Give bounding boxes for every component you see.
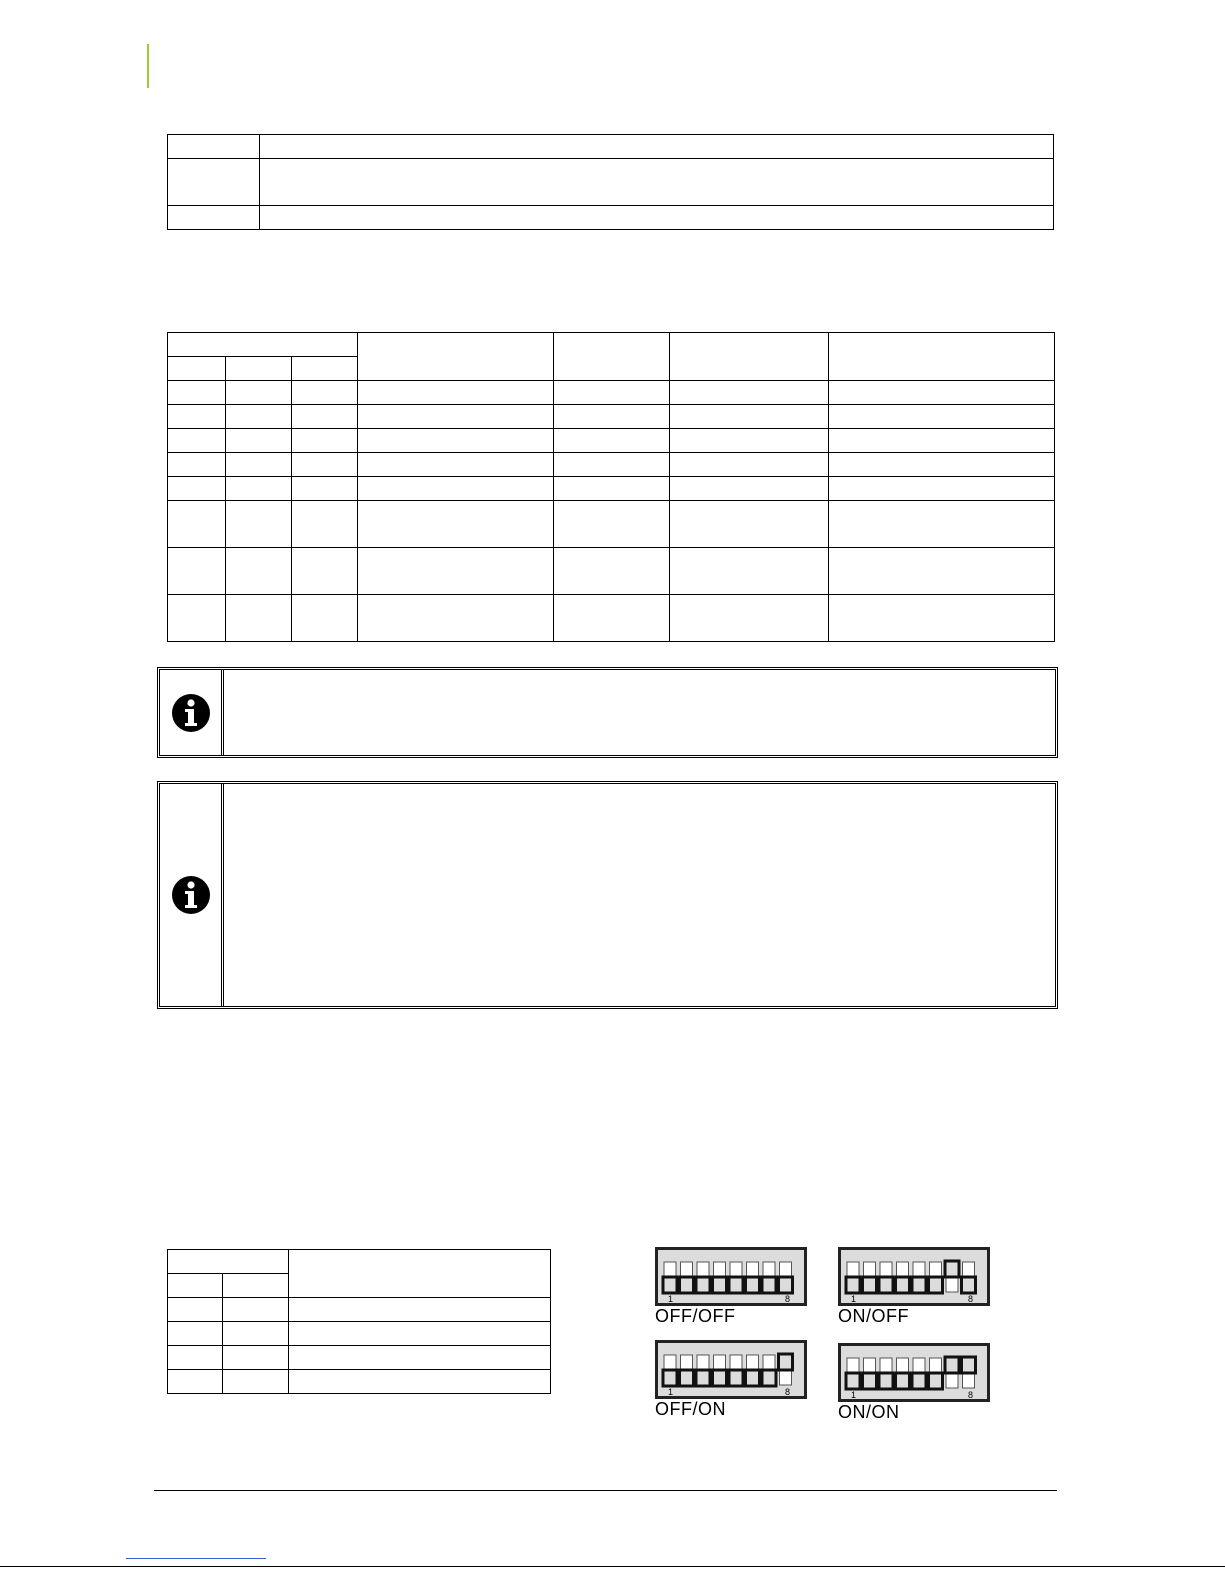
dip-lever	[779, 1354, 793, 1370]
page-bottom-rule	[0, 1566, 1225, 1567]
dip-lever	[846, 1277, 860, 1293]
dip-lever	[929, 1373, 943, 1389]
table-row	[168, 1322, 551, 1346]
dip-switch-label: ON/OFF	[838, 1306, 909, 1326]
dip-switch-label: OFF/OFF	[655, 1306, 736, 1326]
info-icon	[171, 693, 211, 733]
dip-scale-start: 1	[668, 1387, 674, 1397]
dip-scale-start: 1	[668, 1294, 674, 1304]
dip-switch-graphic	[655, 1340, 807, 1400]
dip-lever	[729, 1277, 743, 1293]
table-2	[167, 332, 1055, 642]
dip-lever	[762, 1277, 776, 1293]
dip-lever	[929, 1277, 943, 1293]
table-row	[168, 1298, 551, 1322]
dip-scale-start: 1	[851, 1294, 857, 1304]
table-row	[168, 1370, 551, 1394]
table-header-row	[168, 1250, 551, 1274]
dip-lever	[962, 1357, 976, 1373]
dip-lever	[713, 1277, 727, 1293]
dip-lever	[912, 1277, 926, 1293]
dip-lever	[863, 1373, 877, 1389]
dip-lever	[663, 1277, 677, 1293]
table-row	[168, 429, 1055, 453]
note-box-2	[157, 781, 1058, 1009]
dip-switch	[838, 1247, 990, 1312]
table-row	[168, 501, 1055, 548]
table-row	[168, 1346, 551, 1370]
margin-marker	[147, 44, 149, 88]
dip-lever	[846, 1373, 860, 1389]
dip-lever	[896, 1277, 910, 1293]
table-row	[168, 477, 1055, 501]
dip-lever	[713, 1370, 727, 1386]
dip-scale-end: 8	[785, 1387, 791, 1397]
dip-lever	[779, 1277, 793, 1293]
table-row	[168, 595, 1055, 642]
info-icon	[171, 875, 211, 915]
dip-lever	[680, 1370, 694, 1386]
note-icon-cell	[160, 670, 224, 755]
dip-lever	[663, 1370, 677, 1386]
dip-lever	[879, 1277, 893, 1293]
dip-lever	[680, 1277, 694, 1293]
dip-switch-label: ON/ON	[838, 1402, 900, 1422]
dip-switch-graphic	[655, 1247, 807, 1307]
dip-lever	[696, 1277, 710, 1293]
dip-switch	[655, 1340, 807, 1405]
table-row	[168, 159, 1054, 206]
table-row	[168, 135, 1054, 159]
table-row	[168, 381, 1055, 405]
dip-scale-start: 1	[851, 1390, 857, 1400]
dip-lever	[746, 1370, 760, 1386]
dip-switch-graphic	[838, 1247, 990, 1307]
table-3	[167, 1249, 551, 1394]
dip-lever	[879, 1373, 893, 1389]
dip-lever	[945, 1261, 959, 1277]
dip-switch-label: OFF/ON	[655, 1399, 726, 1419]
table-row	[168, 548, 1055, 595]
dip-lever	[863, 1277, 877, 1293]
footer-link-underline	[126, 1558, 266, 1559]
dip-scale-end: 8	[785, 1294, 791, 1304]
dip-lever	[945, 1357, 959, 1373]
table-row	[168, 453, 1055, 477]
table-1	[167, 134, 1054, 230]
dip-lever	[896, 1373, 910, 1389]
table-row	[168, 206, 1054, 230]
dip-scale-end: 8	[968, 1390, 974, 1400]
dip-switch	[655, 1247, 807, 1312]
dip-scale-end: 8	[968, 1294, 974, 1304]
table-header-row	[168, 333, 1055, 357]
dip-switch-graphic	[838, 1343, 990, 1403]
table-row	[168, 405, 1055, 429]
dip-lever	[962, 1277, 976, 1293]
note-box-1	[157, 667, 1058, 758]
footer-rule	[154, 1490, 1057, 1491]
dip-lever	[912, 1373, 926, 1389]
dip-switch	[838, 1343, 990, 1408]
dip-lever	[746, 1277, 760, 1293]
dip-lever	[696, 1370, 710, 1386]
dip-lever	[762, 1370, 776, 1386]
note-icon-cell	[160, 784, 224, 1006]
dip-lever	[729, 1370, 743, 1386]
